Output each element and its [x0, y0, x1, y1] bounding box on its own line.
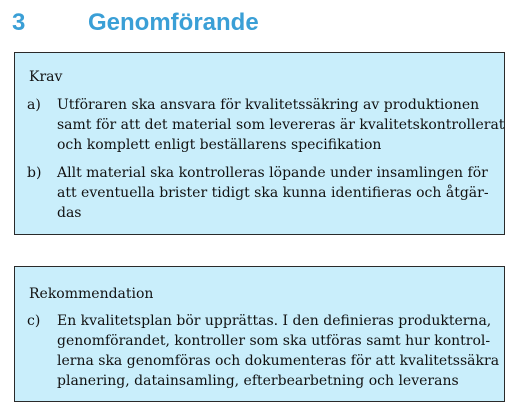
rekommendation-box-title: Rekommendation [29, 286, 154, 302]
item-marker: a) [27, 97, 41, 113]
section-heading [12, 6, 259, 40]
item-line: genomförandet, kontroller som ska utföras samt hur kontrol- [57, 333, 491, 349]
item-line: planering, datainsamling, efterbearbetning och leverans [57, 373, 459, 389]
item-line: och komplett enligt beställarens specifikation [57, 137, 382, 153]
rekommendation-box [14, 266, 505, 402]
item-line: En kvalitetsplan bör upprättas. I den definieras produkterna, [57, 313, 492, 329]
krav-box [14, 52, 505, 235]
item-marker: b) [27, 165, 42, 181]
item-line: Allt material ska kontrolleras löpande under insamlingen för [57, 165, 488, 181]
item-marker: c) [27, 313, 41, 329]
item-line: lerna ska genomföras och dokumenteras för att kvalitetssäkra [57, 353, 500, 369]
krav-box-title: Krav [29, 69, 63, 85]
item-line: das [57, 205, 82, 221]
krav-item-a [27, 95, 505, 155]
section-number: 3 [12, 9, 26, 36]
rekommendation-item-c [27, 311, 500, 391]
item-line: Utföraren ska ansvara för kvalitetssäkring av produktionen [57, 97, 480, 113]
krav-item-b [27, 163, 496, 223]
item-line: att eventuella brister tidigt ska kunna identifieras och åtgär- [57, 185, 489, 201]
item-line: samt för att det material som levereras är kvalitetskontrollerat [57, 117, 505, 133]
section-title: Genomförande [88, 9, 259, 36]
